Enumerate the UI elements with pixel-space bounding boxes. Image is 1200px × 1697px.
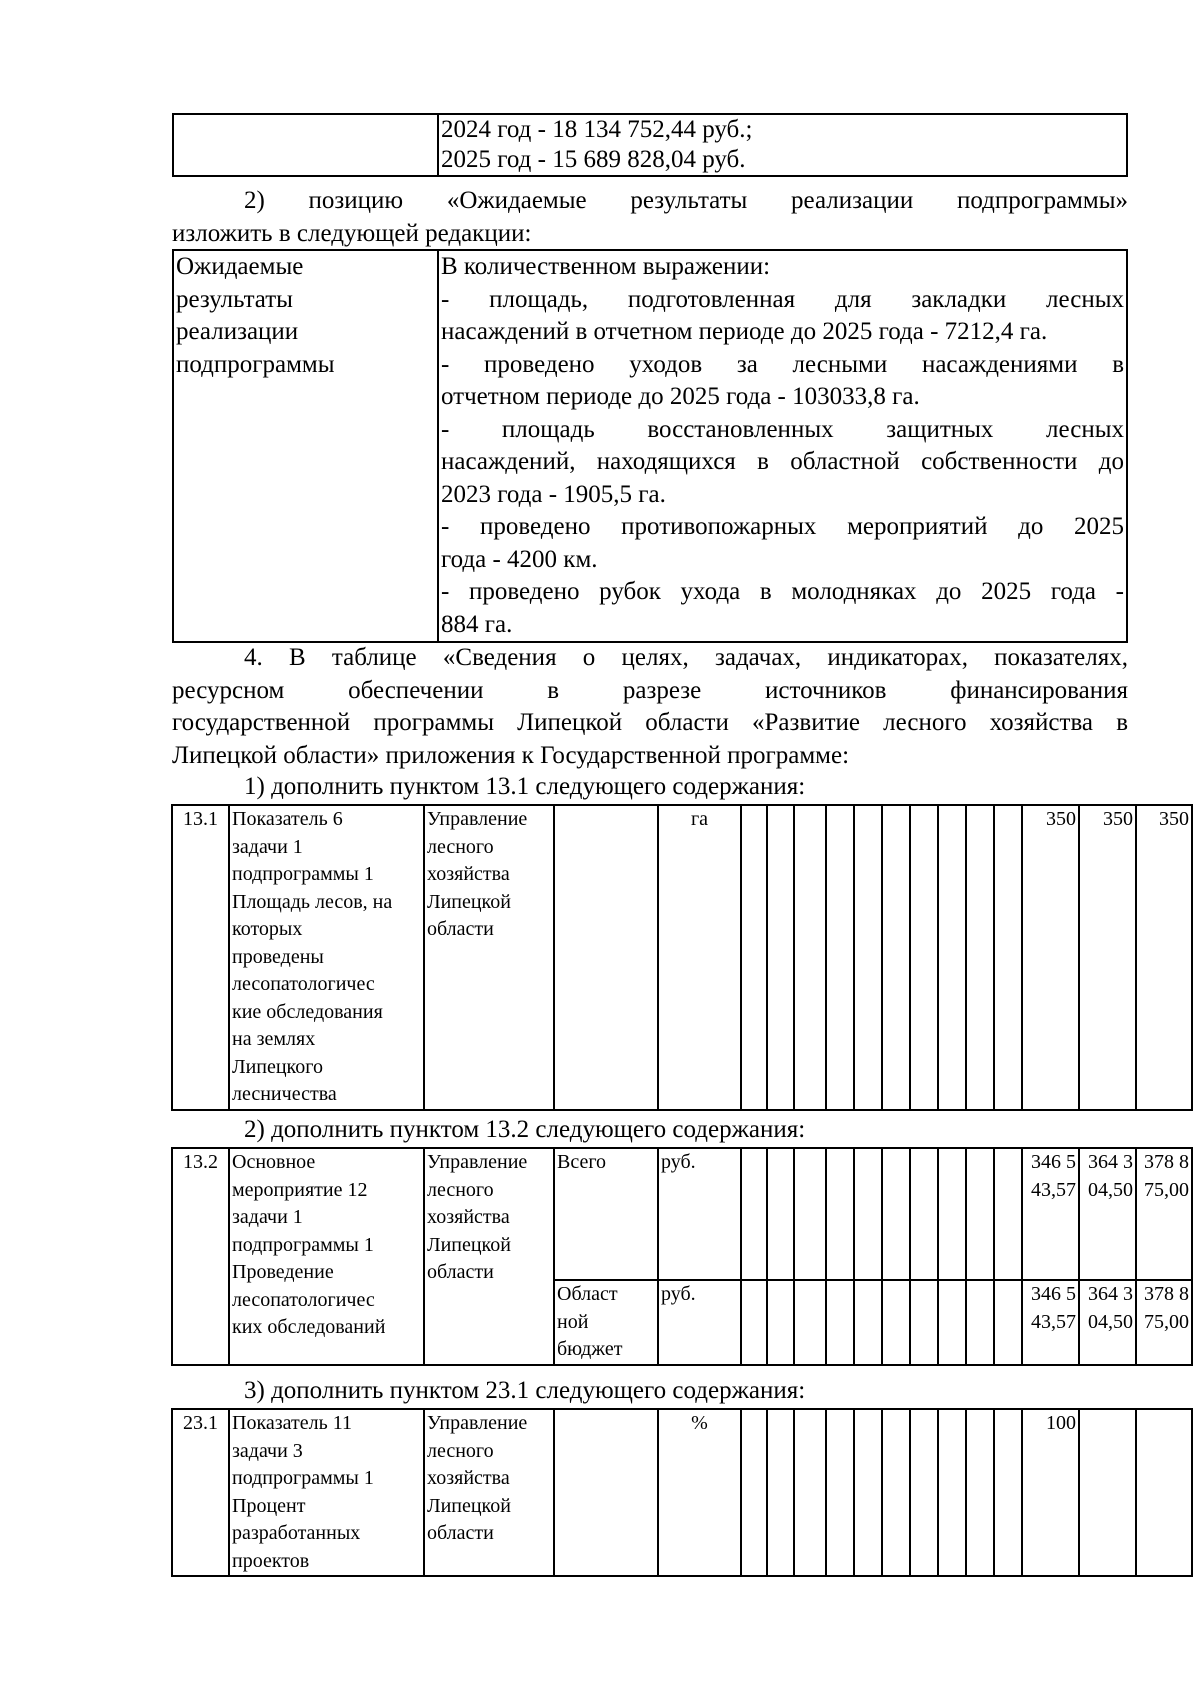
- empty-cell: [741, 1409, 767, 1576]
- empty-cell: [794, 1148, 826, 1280]
- table-row: [172, 1148, 1192, 1280]
- value-2023: 350: [1022, 805, 1079, 1110]
- value-2023: 346 5 43,57: [1022, 1148, 1079, 1280]
- empty-cell: [741, 805, 767, 1110]
- indicator-name: Показатель 6 задачи 1 подпрограммы 1 Площадь лесов, на которых проведены лесопатологичес кие обследования на землях Липецкого лесничества: [229, 805, 424, 1110]
- empty-cell: [767, 1280, 794, 1365]
- result-item-5: - проведено рубок ухода в молодняках до 2025 года - 884 га.: [441, 578, 1124, 638]
- financing-table: [172, 113, 1128, 177]
- empty-cell: [767, 805, 794, 1110]
- empty-cell: [826, 805, 854, 1110]
- empty-cell: [882, 1148, 910, 1280]
- empty-cell: [938, 1280, 966, 1365]
- expected-results-table: [172, 249, 1128, 643]
- empty-cell: [994, 1280, 1022, 1365]
- empty-cell: [910, 1280, 938, 1365]
- result-item-2: - проведено уходов за лесными насаждениями в отчетном периоде до 2025 года - 103033,8 га.: [441, 350, 1124, 410]
- empty-cell: [767, 1148, 794, 1280]
- unit: руб.: [658, 1280, 741, 1365]
- responsible-org: Управление лесного хозяйства Липецкой области: [424, 1409, 554, 1576]
- row-13-1-table: [171, 804, 1193, 1111]
- activity-name: Основное мероприятие 12 задачи 1 подпрограммы 1 Проведение лесопатологичес ких обследований: [229, 1148, 424, 1365]
- unit: %: [658, 1409, 741, 1576]
- financing-label-cell: [173, 114, 438, 176]
- table-row: [172, 805, 1192, 1110]
- empty-cell: [966, 1409, 994, 1576]
- value-2025: 378 8 75,00: [1136, 1148, 1192, 1280]
- empty-cell: [966, 1280, 994, 1365]
- unit: га: [658, 805, 741, 1110]
- empty-cell: [994, 1409, 1022, 1576]
- empty-cell: [994, 805, 1022, 1110]
- row-23-1-table: [171, 1408, 1193, 1577]
- results-intro: В количественном выражении:: [441, 253, 771, 280]
- value-2024: [1079, 1409, 1136, 1576]
- empty-cell: [826, 1148, 854, 1280]
- result-item-4: - проведено противопожарных мероприятий до 2025 года - 4200 км.: [441, 513, 1124, 573]
- empty-cell: [966, 805, 994, 1110]
- empty-cell: [854, 1280, 882, 1365]
- empty-cell: [938, 1409, 966, 1576]
- empty-cell: [994, 1148, 1022, 1280]
- responsible-org: Управление лесного хозяйства Липецкой области: [424, 1148, 554, 1365]
- subitem-1-heading: 1) дополнить пунктом 13.1 следующего содержания:: [244, 773, 806, 800]
- empty-cell: [938, 805, 966, 1110]
- table-row: [172, 1409, 1192, 1576]
- financing-values-cell: [438, 114, 1127, 176]
- empty-cell: [794, 805, 826, 1110]
- funding-source-total: Всего: [554, 1148, 658, 1280]
- financing-line-2025: 2025 год - 15 689 828,04 руб.: [441, 146, 746, 173]
- empty-cell: [910, 1148, 938, 1280]
- value-2025: 350: [1136, 805, 1192, 1110]
- row-number: 13.1: [172, 805, 229, 1110]
- value-2025: [1136, 1409, 1192, 1576]
- row-13-2-table: [171, 1147, 1193, 1366]
- unit: руб.: [658, 1148, 741, 1280]
- empty-cell: [854, 1409, 882, 1576]
- empty-cell: [794, 1280, 826, 1365]
- responsible-org: Управление лесного хозяйства Липецкой области: [424, 805, 554, 1110]
- empty-cell: [882, 1280, 910, 1365]
- row-number: 13.2: [172, 1148, 229, 1365]
- subitem-3-heading: 3) дополнить пунктом 23.1 следующего содержания:: [244, 1377, 806, 1404]
- empty-cell: [794, 1409, 826, 1576]
- value-2024: 364 3 04,50: [1079, 1148, 1136, 1280]
- empty-cell: [938, 1148, 966, 1280]
- indicator-name: Показатель 11 задачи 3 подпрограммы 1 Процент разработанных проектов: [229, 1409, 424, 1576]
- value-2024: 350: [1079, 805, 1136, 1110]
- empty-cell: [910, 805, 938, 1110]
- subitem-2-heading: 2) дополнить пунктом 13.2 следующего содержания:: [244, 1116, 806, 1143]
- empty-cell: [767, 1409, 794, 1576]
- funding-source-regional: Област ной бюджет: [554, 1280, 658, 1365]
- empty-cell: [882, 805, 910, 1110]
- empty-cell: [854, 805, 882, 1110]
- empty-cell: [741, 1280, 767, 1365]
- empty-cell: [910, 1409, 938, 1576]
- paragraph-4: 4. В таблице «Сведения о целях, задачах, индикаторах, показателях, ресурсном обеспечении в разрезе источников финансирования государственной программы Липецкой области «Развитие лесного хозяйства в Липецкой области» приложения к Государственной программе:: [172, 644, 1128, 769]
- value-2023: 346 5 43,57: [1022, 1280, 1079, 1365]
- empty-cell: [826, 1409, 854, 1576]
- empty-cell: [854, 1148, 882, 1280]
- funding-source: [554, 1409, 658, 1576]
- empty-cell: [741, 1148, 767, 1280]
- value-2023: 100: [1022, 1409, 1079, 1576]
- results-content-cell: [438, 250, 1127, 642]
- empty-cell: [966, 1148, 994, 1280]
- funding-source: [554, 805, 658, 1110]
- results-label-cell: Ожидаемые результаты реализации подпрограммы: [173, 250, 438, 642]
- value-2025: 378 8 75,00: [1136, 1280, 1192, 1365]
- item2-paragraph: 2) позицию «Ожидаемые результаты реализации подпрограммы» изложить в следующей редакции:: [172, 187, 1128, 247]
- row-number: 23.1: [172, 1409, 229, 1576]
- empty-cell: [882, 1409, 910, 1576]
- empty-cell: [826, 1280, 854, 1365]
- value-2024: 364 3 04,50: [1079, 1280, 1136, 1365]
- result-item-1: - площадь, подготовленная для закладки лесных насаждений в отчетном периоде до 2025 года - 7212,4 га.: [441, 285, 1124, 345]
- result-item-3: - площадь восстановленных защитных лесных насаждений, находящихся в областной собственности до 2023 года - 1905,5 га.: [441, 415, 1124, 508]
- financing-line-2024: 2024 год - 18 134 752,44 руб.;: [441, 116, 753, 143]
